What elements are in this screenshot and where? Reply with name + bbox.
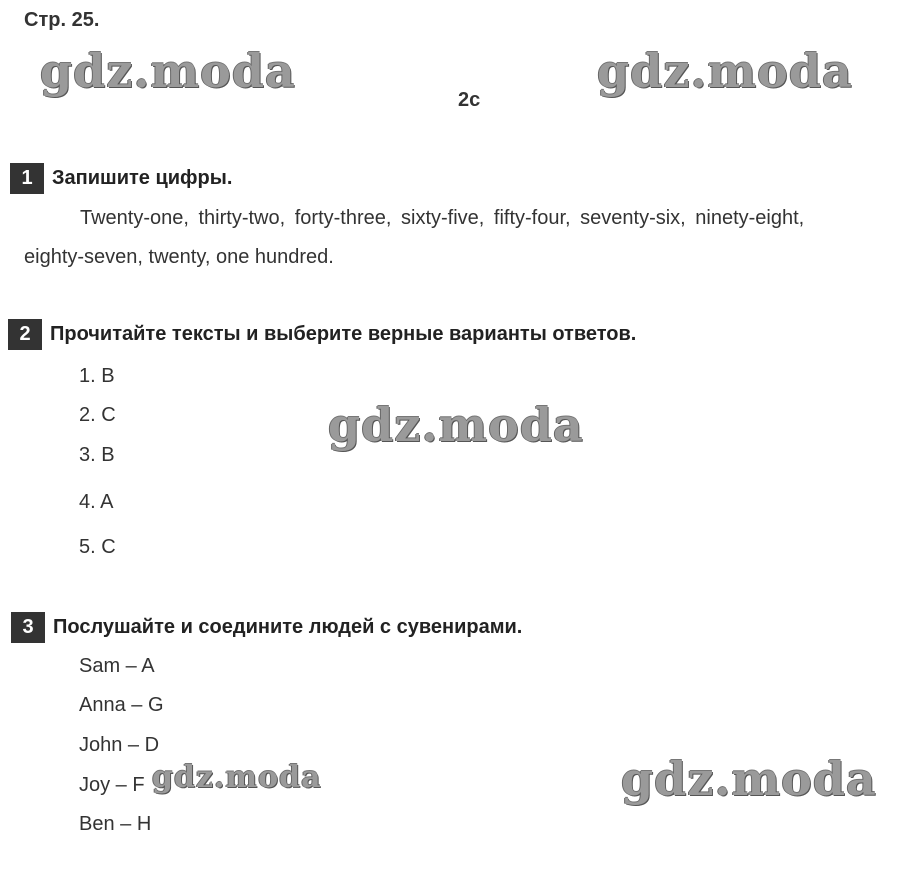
task-number-badge: 3 xyxy=(11,612,45,643)
task-2-answer: 2. C xyxy=(79,404,116,426)
watermark-logo: gdz.moda xyxy=(328,398,584,452)
task-title: Запишите цифры. xyxy=(52,167,233,189)
task-1-answer-line: Twenty-one, thirty-two, forty-three, sixty-five, fifty-four, seventy-six, ninety-eight, xyxy=(80,207,805,229)
task-2-answer: 3. B xyxy=(79,444,115,466)
task-3-answer: Joy – F xyxy=(79,774,145,796)
task-title: Послушайте и соедините людей с сувенирами. xyxy=(53,616,523,638)
task-2-answer: 4. A xyxy=(79,491,114,513)
section-code: 2c xyxy=(458,89,481,111)
task-3-heading xyxy=(11,612,522,643)
watermark-logo: gdz.moda xyxy=(152,760,322,795)
watermark-logo: gdz.moda xyxy=(597,44,853,98)
task-title: Прочитайте тексты и выберите верные варианты ответов. xyxy=(50,323,637,345)
task-1-answer-line: eighty-seven, twenty, one hundred. xyxy=(24,246,334,268)
task-3-answer: Anna – G xyxy=(79,694,164,716)
task-2-answer: 1. B xyxy=(79,365,115,387)
task-2-answer: 5. C xyxy=(79,536,116,558)
watermark-logo: gdz.moda xyxy=(621,752,877,806)
task-3-answer: Ben – H xyxy=(79,813,152,835)
task-1-heading xyxy=(10,163,232,194)
task-3-answer: John – D xyxy=(79,734,160,756)
task-number-badge: 1 xyxy=(10,163,44,194)
task-2-heading xyxy=(8,319,636,350)
watermark-logo: gdz.moda xyxy=(40,44,296,98)
page-reference: Стр. 25. xyxy=(24,9,100,31)
task-number-badge: 2 xyxy=(8,319,42,350)
task-3-answer: Sam – A xyxy=(79,655,155,677)
